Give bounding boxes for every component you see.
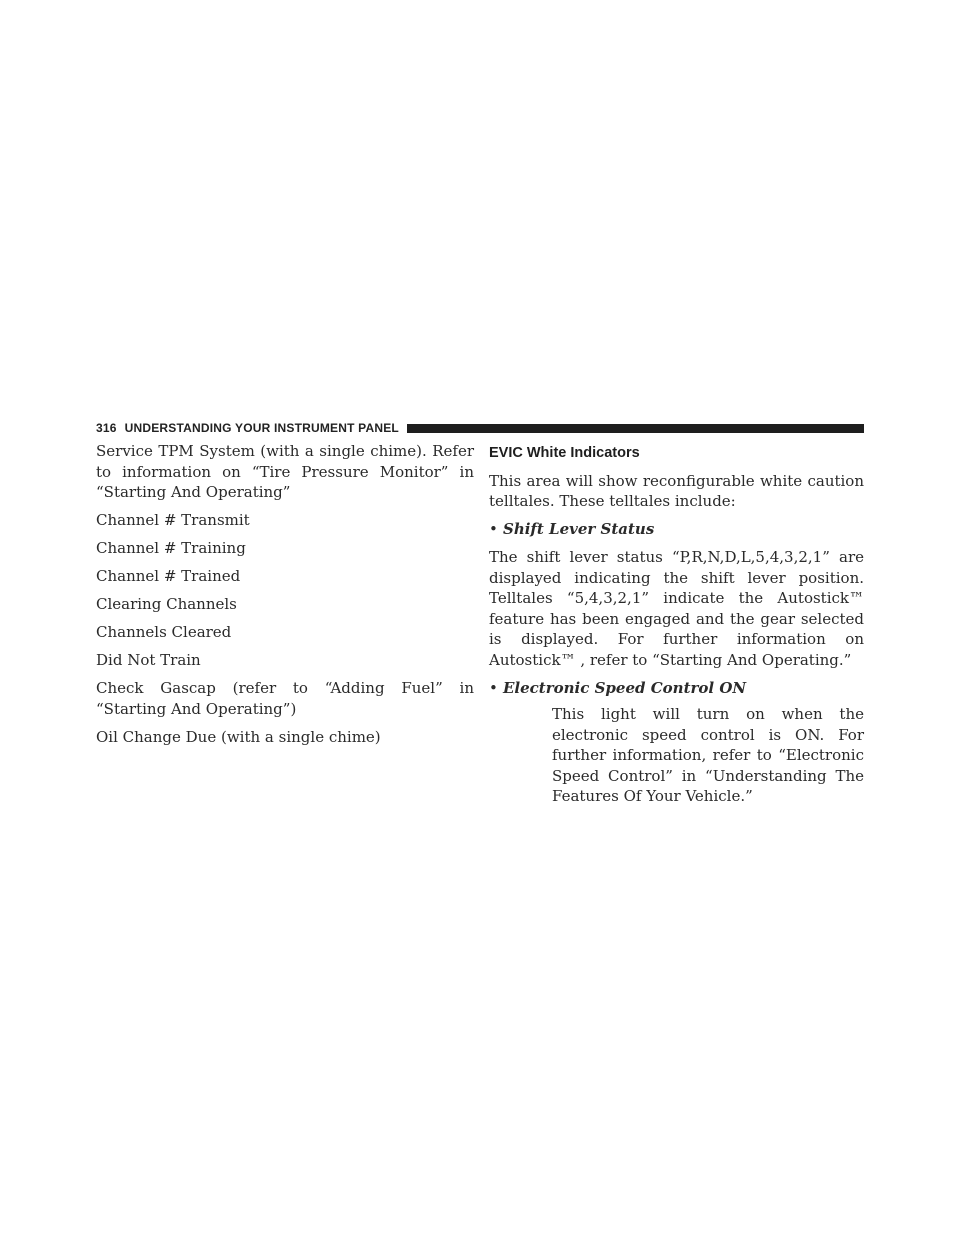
right-column [489,441,864,807]
bullet-speed-control [489,678,864,699]
list-item-channel-trained: Channel # Trained [96,567,241,585]
section-title: UNDERSTANDING YOUR INSTRUMENT PANEL [124,421,399,435]
list-item-did-not-train: Did Not Train [96,651,201,669]
paragraph-service-tpm: Service TPM System (with a single chime). Refer to information on “Tire Pressure Monitor” in “Starting And Operating” [96,442,474,501]
bullet-label: Shift Lever Status [503,520,655,538]
paragraph-check-gascap: Check Gascap (refer to “Adding Fuel” in “Starting And Operating”) [96,679,474,718]
section-heading: EVIC White Indicators [489,445,640,461]
left-column [96,441,474,747]
header-rule [407,424,864,433]
bullet-label: Electronic Speed Control ON [503,678,747,697]
shift-lever-paragraph: The shift lever status “P,R,N,D,L,5,4,3,2,1” are displayed indicating the shift lever position. Telltales “5,4,3,2,1” indicate the Autostick™ feature has been engaged and the gear selected is displayed. For further information on Autostick™ , refer to “Starting And Operating.” [489,548,864,669]
list-item-clearing-channels: Clearing Channels [96,595,237,613]
list-item-channel-training: Channel # Training [96,539,246,557]
bullet-glyph: • [489,520,498,538]
page-number: 316 [96,421,117,435]
intro-paragraph: This area will show reconfigurable white caution telltales. These telltales include: [489,471,864,510]
list-item-oil-change-due: Oil Change Due (with a single chime) [96,727,381,746]
page-header [96,419,864,437]
list-item-channel-transmit: Channel # Transmit [96,511,250,529]
bullet-glyph: • [489,678,498,697]
bullet-shift-lever-status [489,519,864,540]
list-item-channels-cleared: Channels Cleared [96,623,232,641]
speed-control-paragraph: This light will turn on when the electronic speed control is ON. For further information, refer to “Electronic Speed Control” in “Understanding The Features Of Your Vehicle.” [552,705,864,805]
